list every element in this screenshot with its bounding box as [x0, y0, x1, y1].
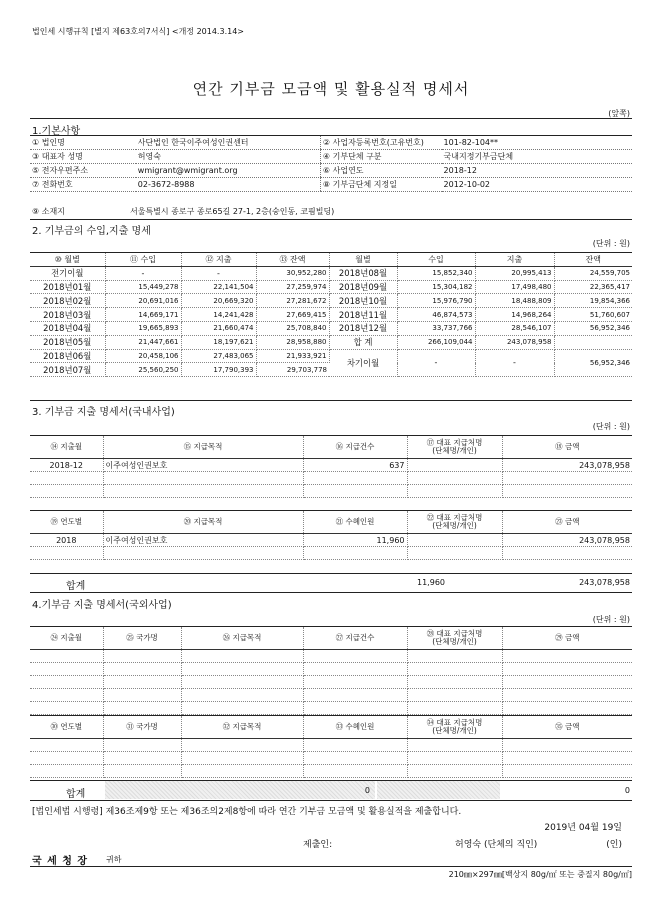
balance-cell: [554, 335, 632, 349]
field-label: ③ 대표자 성명: [30, 150, 136, 164]
field-label: ⑤ 전자우편주소: [30, 164, 136, 178]
income-cell: -: [397, 349, 475, 377]
table-row: [30, 547, 632, 560]
table-header-row: [30, 253, 632, 266]
column-header: ㉛ 국가명: [103, 716, 181, 739]
submission-date: 2019년 04월 19일: [544, 823, 622, 833]
table-row: [30, 335, 632, 349]
table-header-row: [30, 627, 632, 650]
table-cell: [103, 739, 181, 752]
balance-cell: 30,952,280: [256, 266, 329, 280]
column-header: ⑲ 연도별: [30, 511, 103, 534]
table-row: [30, 702, 632, 715]
column-header: ⑩ 월별: [30, 253, 105, 266]
table-row: [30, 472, 632, 485]
table-cell: 243,078,958: [502, 534, 632, 547]
field-value: wmigrant@wmigrant.org: [136, 164, 321, 178]
table-cell: [303, 485, 407, 498]
table-cell: [502, 739, 632, 752]
column-header: ㉞ 대표 지급처명 (단체명/개인): [407, 716, 502, 739]
balance-cell: 51,760,607: [554, 308, 632, 322]
income-cell: 15,304,182: [397, 280, 475, 294]
column-header: ㉚ 연도별: [30, 716, 103, 739]
table-cell: [303, 650, 407, 663]
column-header: ⑳ 지급목적: [103, 511, 303, 534]
income-cell: 46,874,573: [397, 308, 475, 322]
table-cell: [30, 702, 103, 715]
table-cell: [407, 676, 502, 689]
table-row: [30, 308, 632, 322]
table-cell: [181, 650, 303, 663]
table-cell: [181, 752, 303, 765]
table-cell: [407, 459, 502, 472]
month-cell: 합 계: [329, 335, 397, 349]
table-cell: [30, 547, 103, 560]
field-value: 02-3672-8988: [136, 178, 321, 192]
month-cell: 2018년05월: [30, 335, 105, 349]
column-header: ㉗ 지급건수: [303, 627, 407, 650]
table-cell: [407, 485, 502, 498]
table-cell: [502, 650, 632, 663]
income-cell: 33,737,766: [397, 321, 475, 335]
field-value: 2018-12: [442, 164, 632, 178]
column-header: ⑫ 지출: [181, 253, 256, 266]
table-cell: [502, 752, 632, 765]
table-row: [30, 663, 632, 676]
basic-info-row: [30, 136, 632, 150]
table-cell: [303, 765, 407, 778]
expense-cell: 18,488,809: [475, 294, 554, 308]
table-cell: [407, 663, 502, 676]
balance-cell: 24,559,705: [554, 266, 632, 280]
address-value: 서울특별시 종로구 종로65길 27-1, 2층(숭인동, 코핌빌딩): [130, 207, 335, 216]
column-header: ⑰ 대표 지급처명 (단체명/개인): [407, 436, 502, 459]
table-cell: [303, 702, 407, 715]
submission-statement: [법인세법 시행령] 제36조제9항 또는 제36조의2제8항에 따라 연간 기부금 모금액 및 활용실적을 제출합니다.: [32, 807, 462, 817]
table-cell: [303, 676, 407, 689]
table-cell: [103, 676, 181, 689]
table-cell: [407, 689, 502, 702]
income-expense-table: [30, 253, 632, 377]
overseas-total-label: 합계: [66, 789, 86, 800]
column-header: ⑯ 지급건수: [303, 436, 407, 459]
section3-heading: 3. 기부금 지출 명세서(국내사업): [32, 407, 175, 418]
income-cell: 15,852,340: [397, 266, 475, 280]
table-cell: 637: [303, 459, 407, 472]
table-row: [30, 534, 632, 547]
month-cell: 2018년04월: [30, 321, 105, 335]
field-value: 2012-10-02: [442, 178, 632, 192]
field-label: ⑧ 기부금단체 지정일: [320, 178, 441, 192]
table-cell: [407, 472, 502, 485]
column-header: ㉜ 지급목적: [181, 716, 303, 739]
table-cell: 11,960: [303, 534, 407, 547]
table-cell: [407, 702, 502, 715]
form-reference: 법인세 시행규칙 [별지 제63호의7서식] <개정 2014.3.14>: [32, 27, 244, 36]
month-cell: 2018년07월: [30, 363, 105, 377]
column-header: ㉒ 대표 지급처명 (단체명/개인): [407, 511, 502, 534]
income-cell: 14,669,171: [105, 308, 181, 322]
balance-cell: 22,365,417: [554, 280, 632, 294]
table-cell: [103, 765, 181, 778]
section3-unit: (단위 : 원): [592, 422, 630, 431]
table-header-row: [30, 716, 632, 739]
table-cell: [407, 534, 502, 547]
balance-cell: 27,669,415: [256, 308, 329, 322]
expense-cell: 27,483,065: [181, 349, 256, 363]
expense-cell: 20,995,413: [475, 266, 554, 280]
field-value: 국내지정기부금단체: [442, 150, 632, 164]
table-cell: 243,078,958: [502, 459, 632, 472]
table-row: [30, 294, 632, 308]
month-cell: 2018년03월: [30, 308, 105, 322]
income-cell: 266,109,044: [397, 335, 475, 349]
field-label: ④ 기부단체 구분: [320, 150, 441, 164]
field-label: ① 법인명: [30, 136, 136, 150]
column-header: ㉕ 국가명: [103, 627, 181, 650]
month-cell: 2018년06월: [30, 349, 105, 363]
recipient-suffix: 귀하: [106, 855, 122, 864]
table-cell: [30, 765, 103, 778]
seal-mark: (인): [606, 840, 622, 850]
table-cell: [30, 676, 103, 689]
balance-cell: 25,708,840: [256, 321, 329, 335]
field-label: ⑦ 전화번호: [30, 178, 136, 192]
table-header-row: [30, 436, 632, 459]
table-cell: [30, 650, 103, 663]
overseas-total-amount: 0: [624, 786, 630, 795]
column-header: ㉓ 금액: [502, 511, 632, 534]
column-header: 수입: [397, 253, 475, 266]
income-cell: 15,449,278: [105, 280, 181, 294]
expense-cell: 17,498,480: [475, 280, 554, 294]
column-header: 월별: [329, 253, 397, 266]
table-cell: [30, 485, 103, 498]
column-header: ㉙ 금액: [502, 627, 632, 650]
overseas-total-shade-2: [377, 781, 500, 799]
month-cell: 2018년02월: [30, 294, 105, 308]
income-cell: -: [105, 266, 181, 280]
submitter-label: 제출인:: [303, 840, 333, 850]
submitter-name: 허영숙 (단체의 직인): [455, 840, 538, 850]
table-row: [30, 739, 632, 752]
table-row: [30, 321, 632, 335]
column-header: ⑪ 수입: [105, 253, 181, 266]
table-cell: [103, 650, 181, 663]
table-cell: [303, 472, 407, 485]
table-row: [30, 689, 632, 702]
column-header: ⑬ 잔액: [256, 253, 329, 266]
table-cell: [30, 689, 103, 702]
table-row: [30, 752, 632, 765]
table-cell: [30, 739, 103, 752]
month-cell: 차기이월: [329, 349, 397, 377]
basic-info-row: [30, 164, 632, 178]
expense-cell: 28,546,107: [475, 321, 554, 335]
overseas-monthly-table: [30, 627, 632, 715]
table-cell: [303, 663, 407, 676]
expense-cell: -: [475, 349, 554, 377]
column-header: ㉟ 금액: [502, 716, 632, 739]
expense-cell: 14,968,264: [475, 308, 554, 322]
balance-cell: 27,259,974: [256, 280, 329, 294]
income-cell: 21,447,661: [105, 335, 181, 349]
table-cell: [502, 485, 632, 498]
table-cell: [303, 752, 407, 765]
column-header: ㉘ 대표 지급처명 (단체명/개인): [407, 627, 502, 650]
month-cell: 2018년12월: [329, 321, 397, 335]
table-cell: [407, 752, 502, 765]
table-row: [30, 459, 632, 472]
table-cell: [30, 472, 103, 485]
section4-unit: (단위 : 원): [592, 615, 630, 624]
table-cell: [407, 547, 502, 560]
table-cell: [103, 547, 303, 560]
basic-info-table: [30, 136, 632, 192]
column-header: ㉑ 수혜인원: [303, 511, 407, 534]
field-label: ⑥ 사업연도: [320, 164, 441, 178]
balance-cell: 56,952,346: [554, 349, 632, 377]
table-cell: [502, 689, 632, 702]
column-header: ⑮ 지급목적: [103, 436, 303, 459]
section1-heading: 1.기본사항: [32, 126, 81, 137]
table-cell: [502, 765, 632, 778]
expense-cell: 243,078,958: [475, 335, 554, 349]
table-cell: 이주여성인권보호: [103, 534, 303, 547]
table-cell: [181, 739, 303, 752]
table-cell: [181, 676, 303, 689]
column-header: ㉔ 지출월: [30, 627, 103, 650]
table-row: [30, 650, 632, 663]
table-cell: [407, 765, 502, 778]
domestic-yearly-table: [30, 511, 632, 560]
overseas-yearly-table: [30, 716, 632, 778]
expense-cell: 14,241,428: [181, 308, 256, 322]
field-label: ② 사업자등록번호(고유번호): [320, 136, 441, 150]
income-cell: 25,560,250: [105, 363, 181, 377]
expense-cell: 20,669,320: [181, 294, 256, 308]
table-cell: [181, 689, 303, 702]
table-cell: [303, 739, 407, 752]
table-cell: [502, 702, 632, 715]
income-cell: 20,458,106: [105, 349, 181, 363]
table-cell: 이주여성인권보호: [103, 459, 303, 472]
address-label: ⑨ 소재지: [32, 207, 65, 216]
table-cell: [181, 765, 303, 778]
month-cell: 2018년11월: [329, 308, 397, 322]
column-header: ㉖ 지급목적: [181, 627, 303, 650]
overseas-total-count: 0: [364, 786, 370, 795]
column-header: ⑭ 지출월: [30, 436, 103, 459]
balance-cell: 28,958,880: [256, 335, 329, 349]
basic-info-row: [30, 178, 632, 192]
balance-cell: 27,281,672: [256, 294, 329, 308]
table-cell: [103, 702, 181, 715]
table-row: [30, 266, 632, 280]
table-header-row: [30, 511, 632, 534]
table-row: [30, 349, 632, 363]
expense-cell: -: [181, 266, 256, 280]
column-header: ⑱ 금액: [502, 436, 632, 459]
table-cell: 2018-12: [30, 459, 103, 472]
balance-cell: 21,933,921: [256, 349, 329, 363]
table-row: [30, 485, 632, 498]
month-cell: 전기이월: [30, 266, 105, 280]
page-title: 연간 기부금 모금액 및 활용실적 명세서: [192, 80, 470, 98]
balance-cell: 56,952,346: [554, 321, 632, 335]
domestic-monthly-table: [30, 436, 632, 498]
table-cell: [502, 547, 632, 560]
expense-cell: 21,660,474: [181, 321, 256, 335]
field-value: 101-82-104**: [442, 136, 632, 150]
month-cell: 2018년01월: [30, 280, 105, 294]
column-header: ㉝ 수혜인원: [303, 716, 407, 739]
income-cell: 19,665,893: [105, 321, 181, 335]
table-cell: [502, 676, 632, 689]
paper-spec: 210㎜×297㎜[백상지 80g/㎡ 또는 중질지 80g/㎡]: [448, 870, 632, 879]
domestic-total-amount: 243,078,958: [579, 578, 630, 587]
table-cell: [181, 663, 303, 676]
month-cell: 2018년10월: [329, 294, 397, 308]
field-value: 허영숙: [136, 150, 321, 164]
recipient: 국 세 청 장: [32, 856, 89, 867]
table-row: [30, 280, 632, 294]
column-header: 잔액: [554, 253, 632, 266]
table-cell: [303, 547, 407, 560]
section4-heading: 4.기부금 지출 명세서(국외사업): [32, 600, 172, 611]
table-cell: [303, 689, 407, 702]
table-row: [30, 765, 632, 778]
balance-cell: 29,703,778: [256, 363, 329, 377]
column-header: 지출: [475, 253, 554, 266]
table-cell: 2018: [30, 534, 103, 547]
income-cell: 15,976,790: [397, 294, 475, 308]
section2-unit: (단위 : 원): [592, 239, 630, 248]
expense-cell: 17,790,393: [181, 363, 256, 377]
page-side: (앞쪽): [608, 109, 630, 118]
table-cell: [407, 739, 502, 752]
domestic-total-count: 11,960: [417, 578, 445, 587]
domestic-total-label: 합계: [66, 581, 86, 592]
table-cell: [103, 472, 303, 485]
basic-info-row: [30, 150, 632, 164]
section2-heading: 2. 기부금의 수입,지출 명세: [32, 226, 151, 237]
balance-cell: 19,854,366: [554, 294, 632, 308]
table-cell: [103, 752, 181, 765]
table-row: [30, 676, 632, 689]
month-cell: 2018년08월: [329, 266, 397, 280]
field-value: 사단법인 한국이주여성인권센터: [136, 136, 321, 150]
table-cell: [407, 650, 502, 663]
month-cell: 2018년09월: [329, 280, 397, 294]
table-cell: [30, 663, 103, 676]
expense-cell: 18,197,621: [181, 335, 256, 349]
table-cell: [502, 472, 632, 485]
income-cell: 20,691,016: [105, 294, 181, 308]
table-cell: [181, 702, 303, 715]
table-cell: [103, 689, 181, 702]
table-cell: [103, 663, 181, 676]
table-cell: [30, 752, 103, 765]
expense-cell: 22,141,504: [181, 280, 256, 294]
table-cell: [502, 663, 632, 676]
table-cell: [103, 485, 303, 498]
